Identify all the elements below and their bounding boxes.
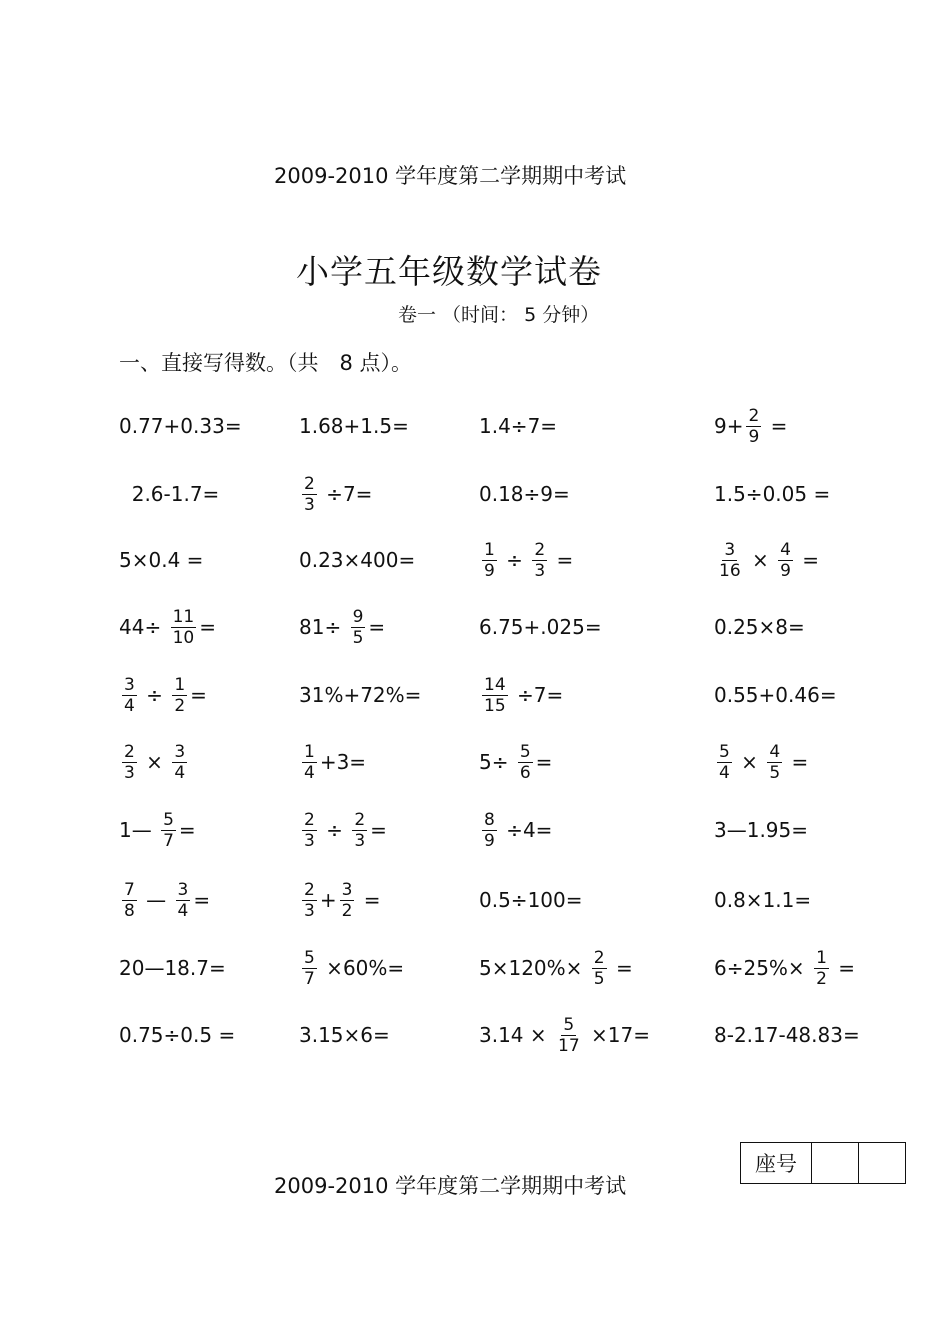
problem-text: 5×0.4 = xyxy=(119,548,204,572)
problem-text: 31%+72%= xyxy=(299,683,422,707)
problem-text: = xyxy=(831,956,856,980)
problem xyxy=(119,870,210,930)
problem xyxy=(714,800,808,860)
fraction xyxy=(302,880,317,921)
denominator: 9 xyxy=(484,830,495,851)
problem-text: × xyxy=(139,750,170,774)
denominator: 5 xyxy=(593,968,605,989)
problem-text: 3—1.95= xyxy=(714,818,809,842)
problem-text: 6.75+.025= xyxy=(479,615,602,639)
fraction xyxy=(717,540,743,581)
denominator: 2 xyxy=(341,900,353,921)
fraction xyxy=(302,810,317,851)
numerator: 2 xyxy=(534,539,546,560)
numerator: 4 xyxy=(780,539,791,560)
problem-text: 20—18.7= xyxy=(119,956,226,980)
problem xyxy=(479,800,552,860)
problem xyxy=(119,464,219,524)
problem-text: = xyxy=(550,548,574,572)
numerator: 2 xyxy=(304,473,315,494)
problem xyxy=(299,870,381,930)
problem-text: 0.5÷100= xyxy=(479,888,583,912)
problem xyxy=(714,1005,860,1065)
fraction xyxy=(171,607,197,648)
seat-cell[interactable] xyxy=(811,1143,858,1183)
problem-text: = xyxy=(764,414,788,438)
denominator: 3 xyxy=(534,560,546,581)
problem-text: 3.14 × xyxy=(479,1023,554,1047)
fraction xyxy=(122,880,137,921)
problem xyxy=(479,870,583,930)
numerator: 3 xyxy=(724,539,736,560)
problem xyxy=(714,530,819,590)
fraction xyxy=(122,675,137,716)
numerator: 9 xyxy=(352,606,364,627)
problem-text: ÷4= xyxy=(499,818,553,842)
problem-text: = xyxy=(535,750,553,774)
problem-text: + xyxy=(319,888,337,912)
seat-cell[interactable] xyxy=(858,1143,905,1183)
problem-text: — xyxy=(139,888,173,912)
denominator: 3 xyxy=(304,494,315,515)
fraction xyxy=(482,810,497,851)
problem xyxy=(119,530,203,590)
numerator: 5 xyxy=(719,741,730,762)
denominator: 9 xyxy=(484,560,495,581)
problem-text: ÷ xyxy=(319,818,350,842)
problem xyxy=(299,597,385,657)
problem xyxy=(479,732,552,792)
denominator: 5 xyxy=(352,627,364,648)
problem xyxy=(479,464,570,524)
denominator: 9 xyxy=(748,426,760,447)
fraction xyxy=(746,406,761,447)
footer-header: 2009-2010 学年度第二学期期中考试 xyxy=(274,1174,627,1198)
fraction xyxy=(172,675,187,716)
problem xyxy=(299,530,415,590)
denominator: 5 xyxy=(769,762,781,783)
numerator: 2 xyxy=(304,809,315,830)
problem xyxy=(479,530,573,590)
problem xyxy=(119,396,242,456)
denominator: 3 xyxy=(124,762,135,783)
denominator: 4 xyxy=(174,762,186,783)
problem-text: = xyxy=(178,818,196,842)
problem-text: × xyxy=(745,548,776,572)
problem-text: ×60%= xyxy=(319,956,405,980)
problem xyxy=(714,464,830,524)
problem-text: = xyxy=(368,615,386,639)
problem xyxy=(714,597,805,657)
subtitle: 卷一 （时间： 5 分钟） xyxy=(398,304,600,326)
fraction xyxy=(767,742,782,783)
problem-text: 0.75÷0.5 = xyxy=(119,1023,236,1047)
page-title: 小学五年级数学试卷 xyxy=(296,252,602,291)
problem-text: = xyxy=(199,615,216,639)
denominator: 9 xyxy=(780,560,791,581)
problem xyxy=(479,597,602,657)
numerator: 3 xyxy=(174,741,186,762)
problem-text: 3.15×6= xyxy=(299,1023,390,1047)
fraction xyxy=(351,607,366,648)
denominator: 4 xyxy=(304,762,315,783)
denominator: 7 xyxy=(304,968,315,989)
problem xyxy=(119,1005,235,1065)
problem xyxy=(479,938,633,998)
numerator: 8 xyxy=(484,809,495,830)
problem xyxy=(479,1005,650,1065)
fraction xyxy=(176,880,191,921)
numerator: 5 xyxy=(519,741,531,762)
fraction xyxy=(302,948,317,989)
fraction xyxy=(556,1015,582,1056)
numerator: 7 xyxy=(124,879,135,900)
problem-text: 1.4÷7= xyxy=(479,414,558,438)
numerator: 2 xyxy=(124,741,135,762)
denominator: 3 xyxy=(354,830,366,851)
problem-text: = xyxy=(795,548,820,572)
problem xyxy=(119,938,226,998)
problem-text: 0.25×8= xyxy=(714,615,805,639)
problem xyxy=(479,665,563,725)
problem xyxy=(119,800,196,860)
numerator: 11 xyxy=(172,606,195,627)
numerator: 2 xyxy=(748,405,760,426)
problem-text: 1.68+1.5= xyxy=(299,414,409,438)
problem-text: = xyxy=(370,818,387,842)
problem-text: 0.8×1.1= xyxy=(714,888,812,912)
problem xyxy=(299,665,421,725)
problem-text: = xyxy=(190,683,207,707)
fraction xyxy=(302,474,317,515)
problem-text: 81÷ xyxy=(299,615,348,639)
problem-text: 5÷ xyxy=(479,750,515,774)
problem-text: ÷7= xyxy=(319,482,373,506)
fraction xyxy=(592,948,607,989)
problem-text: 9+ xyxy=(714,414,744,438)
numerator: 3 xyxy=(341,879,353,900)
numerator: 1 xyxy=(816,947,827,968)
fraction xyxy=(518,742,533,783)
numerator: 2 xyxy=(304,879,315,900)
numerator: 1 xyxy=(484,539,495,560)
problem xyxy=(714,396,787,456)
problem-text: ÷7= xyxy=(510,683,564,707)
numerator: 5 xyxy=(563,1014,575,1035)
problem xyxy=(119,597,216,657)
numerator: 5 xyxy=(304,947,315,968)
denominator: 8 xyxy=(124,900,135,921)
denominator: 4 xyxy=(124,695,135,716)
problem-text: = xyxy=(193,888,211,912)
problem-text: 8-2.17-48.83= xyxy=(714,1023,860,1047)
numerator: 3 xyxy=(124,674,135,695)
section-heading: 一、直接写得数。（共 8 点）。 xyxy=(119,351,413,375)
denominator: 15 xyxy=(484,695,506,716)
numerator: 14 xyxy=(484,674,506,695)
seat-label: 座号 xyxy=(755,1152,797,1176)
problem xyxy=(299,800,387,860)
denominator: 2 xyxy=(816,968,827,989)
problem-text: 0.55+0.46= xyxy=(714,683,837,707)
numerator: 2 xyxy=(593,947,605,968)
fraction xyxy=(172,742,187,783)
fraction xyxy=(778,540,793,581)
problem-text: 5×120%× xyxy=(479,956,589,980)
denominator: 6 xyxy=(519,762,531,783)
fraction xyxy=(122,742,137,783)
fraction xyxy=(532,540,547,581)
problem xyxy=(299,1005,390,1065)
problem-text: 0.18÷9= xyxy=(479,482,570,506)
denominator: 2 xyxy=(174,695,186,716)
fraction xyxy=(340,880,355,921)
problem-text: 1.5÷0.05 = xyxy=(714,482,831,506)
problem xyxy=(714,665,837,725)
problem-text: 44÷ xyxy=(119,615,168,639)
problem xyxy=(714,870,811,930)
problem xyxy=(299,938,404,998)
numerator: 1 xyxy=(304,741,315,762)
problem xyxy=(119,665,207,725)
exam-header: 2009-2010 学年度第二学期期中考试 xyxy=(274,164,627,188)
numerator: 5 xyxy=(163,809,174,830)
problem-text: ×17= xyxy=(584,1023,650,1047)
numerator: 1 xyxy=(174,674,186,695)
problem-text: 0.77+0.33= xyxy=(119,414,242,438)
problem xyxy=(299,396,409,456)
fraction xyxy=(814,948,829,989)
problem xyxy=(119,732,190,792)
problem xyxy=(479,396,557,456)
problem xyxy=(714,938,855,998)
fraction xyxy=(717,742,732,783)
denominator: 7 xyxy=(163,830,174,851)
problem-text: 0.23×400= xyxy=(299,548,416,572)
problem-text: 1— xyxy=(119,818,159,842)
fraction xyxy=(161,810,176,851)
denominator: 3 xyxy=(304,900,315,921)
denominator: 16 xyxy=(719,560,741,581)
problem-text: = xyxy=(357,888,381,912)
fraction xyxy=(352,810,367,851)
denominator: 4 xyxy=(177,900,189,921)
seat-number-box xyxy=(740,1142,906,1184)
problem xyxy=(299,732,366,792)
denominator: 4 xyxy=(719,762,730,783)
denominator: 10 xyxy=(172,627,195,648)
fraction xyxy=(302,742,317,783)
denominator: 17 xyxy=(558,1035,580,1056)
problem xyxy=(714,732,808,792)
problem-text: 6÷25%× xyxy=(714,956,812,980)
problem-text: = xyxy=(609,956,633,980)
numerator: 4 xyxy=(769,741,781,762)
problem-text: +3= xyxy=(319,750,367,774)
problem-text: = xyxy=(785,750,809,774)
fraction xyxy=(482,540,497,581)
problem-text: ÷ xyxy=(139,683,170,707)
problem-text: × xyxy=(734,750,765,774)
numerator: 3 xyxy=(177,879,189,900)
fraction xyxy=(482,675,508,716)
numerator: 2 xyxy=(354,809,366,830)
problem xyxy=(299,464,372,524)
problem-text: ÷ xyxy=(499,548,530,572)
denominator: 3 xyxy=(304,830,315,851)
problem-text: 2.6-1.7= xyxy=(119,482,220,506)
